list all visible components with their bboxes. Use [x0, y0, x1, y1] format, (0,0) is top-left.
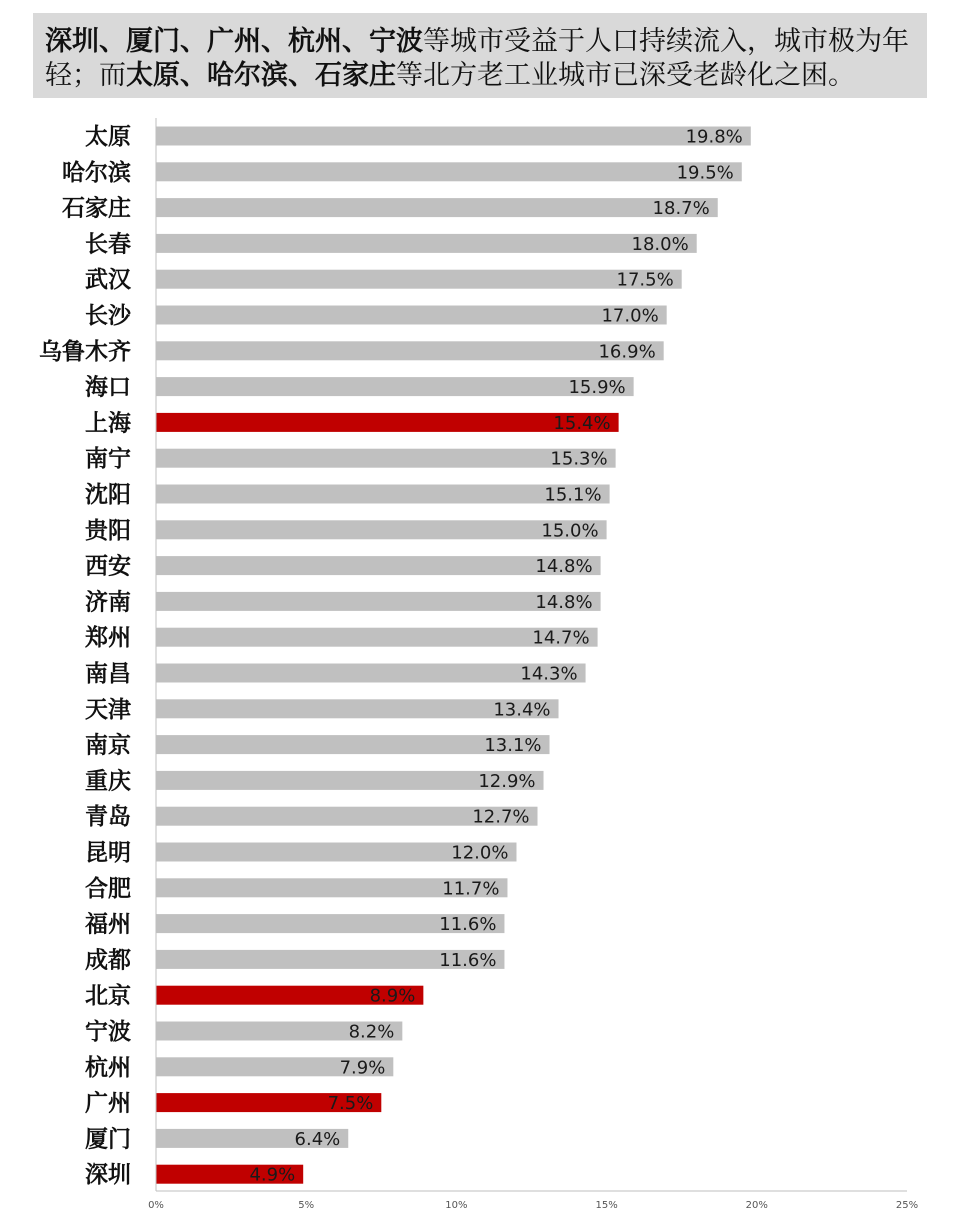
- category-label: 合肥: [85, 875, 131, 902]
- bars-layer: [39, 124, 751, 1188]
- data-label: 18.7%: [652, 198, 710, 220]
- data-label: 11.7%: [442, 878, 500, 900]
- category-label: 广州: [85, 1090, 131, 1117]
- bar: [156, 270, 682, 289]
- category-label: 西安: [85, 553, 131, 580]
- category-label: 宁波: [85, 1019, 131, 1045]
- data-label: 6.4%: [294, 1128, 341, 1150]
- bar: [156, 592, 601, 611]
- data-label: 14.8%: [535, 556, 593, 578]
- data-label: 12.7%: [472, 806, 530, 828]
- bar: [156, 377, 634, 399]
- category-label: 南宁: [85, 446, 131, 473]
- category-label: 南昌: [85, 661, 131, 687]
- category-label: 北京: [85, 983, 131, 1010]
- bar: [156, 198, 718, 220]
- x-tick-label: 25%: [895, 1200, 919, 1211]
- category-label: 太原: [85, 124, 131, 150]
- category-label: 南京: [85, 732, 131, 759]
- title-segment: 等北方老工业城市已深受老龄化之困。: [396, 60, 855, 91]
- category-label: 石家庄: [62, 195, 131, 222]
- data-label: 19.5%: [676, 162, 734, 184]
- category-label: 贵阳: [85, 517, 131, 544]
- x-tick-label: 20%: [745, 1200, 768, 1211]
- bar: [156, 556, 601, 578]
- title-segment: 等城市受益于人口持续流入，城市极为年轻；而: [45, 26, 909, 91]
- category-label: 哈尔滨: [62, 159, 131, 186]
- data-label: 15.9%: [568, 377, 626, 399]
- data-label: 11.6%: [439, 949, 497, 971]
- bar: [156, 341, 664, 363]
- title-segment: 深圳、厦门、广州、杭州、宁波: [45, 26, 423, 57]
- category-label: 长沙: [85, 303, 131, 329]
- bar: [156, 485, 610, 504]
- data-label: 8.9%: [369, 985, 416, 1007]
- category-label: 天津: [85, 696, 131, 723]
- category-label: 厦门: [85, 1126, 131, 1153]
- x-tick-label: 15%: [595, 1200, 618, 1211]
- data-label: 7.9%: [339, 1057, 386, 1079]
- bar: [156, 162, 742, 184]
- x-tick-label: 10%: [445, 1200, 468, 1211]
- category-label: 郑州: [85, 625, 131, 652]
- data-label: 17.0%: [601, 305, 659, 327]
- data-label: 11.6%: [439, 914, 497, 936]
- data-label: 7.5%: [327, 1093, 374, 1115]
- data-label: 12.9%: [478, 770, 536, 792]
- x-tick-label: 0%: [148, 1200, 164, 1211]
- title-segment: 太原、哈尔滨、石家庄: [126, 60, 396, 91]
- data-label: 13.1%: [484, 735, 542, 757]
- category-label: 海口: [85, 374, 131, 401]
- data-label: 17.5%: [616, 269, 674, 291]
- data-label: 4.9%: [249, 1164, 296, 1186]
- data-label: 15.1%: [544, 484, 602, 506]
- data-label: 12.0%: [451, 842, 509, 864]
- category-label: 武汉: [85, 267, 131, 294]
- data-label: 14.8%: [535, 591, 593, 613]
- data-label: 16.9%: [598, 341, 656, 363]
- data-label: 8.2%: [348, 1021, 395, 1043]
- category-label: 济南: [85, 589, 131, 616]
- category-label: 成都: [85, 947, 131, 974]
- category-label: 重庆: [85, 768, 131, 795]
- x-tick-label: 5%: [298, 1200, 315, 1211]
- category-label: 福州: [85, 911, 131, 938]
- data-label: 15.0%: [541, 520, 599, 542]
- data-label: 13.4%: [493, 699, 551, 721]
- data-label: 18.0%: [631, 233, 689, 255]
- bar: [156, 234, 697, 253]
- data-label: 14.7%: [532, 627, 590, 649]
- data-label: 14.3%: [520, 663, 578, 685]
- bar: [156, 306, 667, 325]
- bar: [156, 127, 751, 146]
- bar: [156, 520, 607, 542]
- data-label: 15.3%: [550, 448, 608, 470]
- category-label: 深圳: [85, 1162, 131, 1189]
- category-label: 青岛: [85, 804, 131, 831]
- category-label: 杭州: [85, 1054, 131, 1081]
- category-label: 沈阳: [85, 482, 131, 508]
- category-label: 长春: [85, 231, 131, 258]
- bar: [156, 449, 616, 468]
- bar: [156, 628, 598, 647]
- data-label: 15.4%: [553, 412, 611, 434]
- category-label: 上海: [85, 410, 131, 437]
- data-label: 19.8%: [685, 126, 743, 148]
- category-label: 昆明: [85, 840, 131, 866]
- bar: [156, 413, 619, 432]
- category-label: 乌鲁木齐: [39, 338, 131, 365]
